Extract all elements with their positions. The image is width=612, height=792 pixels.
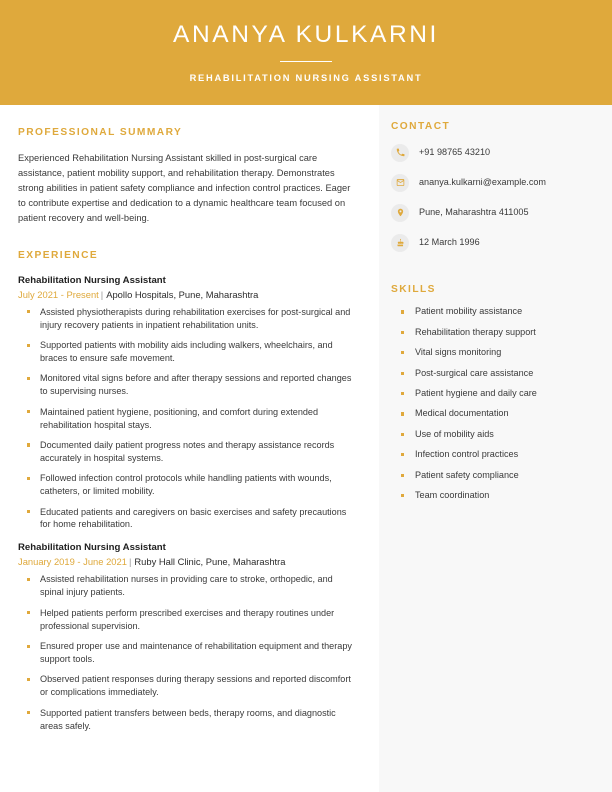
experience-entry xyxy=(18,542,357,732)
list-item: Assisted rehabilitation nurses in providing care to stroke, orthopedic, and spinal injury patients. xyxy=(18,573,357,599)
email-icon xyxy=(391,174,409,192)
list-item: Rehabilitation therapy support xyxy=(391,327,596,339)
contact-value-email: ananya.kulkarni@example.com xyxy=(419,176,547,187)
birthday-cake-icon xyxy=(391,234,409,252)
skills-list xyxy=(391,306,596,501)
professional-summary-text: Experienced Rehabilitation Nursing Assistant skilled in post-surgical care assistance, patient mobility support, and rehabilitation therapy. Demonstrates strong abilities in patient safety compliance and infection control practices. Eager to contribute expertise and dedication to a dynamic healthcare team focused on patient recovery and well-being. xyxy=(18,153,351,224)
contact-value-birthdate: 12 March 1996 xyxy=(419,236,480,247)
list-item: Infection control practices xyxy=(391,449,596,461)
list-item: Maintained patient hygiene, positioning, and comfort during extended rehabilitation hospital stays. xyxy=(18,406,357,432)
list-item: Supported patients with mobility aids including walkers, wheelchairs, and braces to ensure safe movement. xyxy=(18,339,357,365)
section-spacer xyxy=(18,226,357,251)
experience-job-title: Rehabilitation Nursing Assistant xyxy=(18,274,166,286)
experience-job-meta xyxy=(18,288,357,302)
experience-job-dates: July 2021 - Present xyxy=(18,288,99,300)
list-item: Vital signs monitoring xyxy=(391,347,596,359)
list-item: Medical documentation xyxy=(391,408,596,420)
sidebar-content-column xyxy=(379,105,612,510)
experience-entry xyxy=(18,275,357,532)
contact-item-birthdate xyxy=(391,233,596,252)
contact-value-phone: +91 98765 43210 xyxy=(419,146,491,157)
list-item: Educated patients and caregivers on basic exercises and safety precautions for home rehabilitation. xyxy=(18,506,357,532)
header-divider-rule xyxy=(280,61,332,63)
list-item: Use of mobility aids xyxy=(391,429,596,441)
experience-job-title: Rehabilitation Nursing Assistant xyxy=(18,542,166,554)
section-title-experience: EXPERIENCE xyxy=(18,250,99,262)
location-pin-icon xyxy=(391,204,409,222)
meta-separator: | xyxy=(128,556,132,568)
list-item: Helped patients perform prescribed exercises and therapy routines under professional supervision. xyxy=(18,607,357,633)
contact-item-location xyxy=(391,203,596,222)
list-item: Observed patient responses during therapy sessions and reported discomfort or complications immediately. xyxy=(18,673,357,699)
contact-item-phone xyxy=(391,143,596,162)
list-item: Documented daily patient progress notes and therapy assistance records accurately in hospital systems. xyxy=(18,439,357,465)
section-title-contact: CONTACT xyxy=(391,121,451,132)
list-item: Supported patient transfers between beds, therapy rooms, and diagnostic areas safely. xyxy=(18,707,357,733)
experience-job-company: Ruby Hall Clinic, Pune, Maharashtra xyxy=(134,556,286,568)
experience-bullet-list xyxy=(18,573,357,732)
candidate-job-title: REHABILITATION NURSING ASSISTANT xyxy=(189,73,423,84)
candidate-name: ANANYA KULKARNI xyxy=(173,21,439,49)
list-item: Patient safety compliance xyxy=(391,470,596,482)
resume-header-banner xyxy=(0,0,612,105)
contact-item-email xyxy=(391,173,596,192)
list-item: Patient mobility assistance xyxy=(391,306,596,318)
meta-separator: | xyxy=(100,288,104,300)
contact-list xyxy=(391,143,596,252)
list-item: Followed infection control protocols while handling patients with wounds, catheters, or limited mobility. xyxy=(18,472,357,498)
section-spacer xyxy=(391,263,596,285)
experience-job-meta xyxy=(18,555,357,569)
experience-bullet-list xyxy=(18,306,357,532)
experience-job-company: Apollo Hospitals, Pune, Maharashtra xyxy=(106,288,259,300)
list-item: Team coordination xyxy=(391,490,596,502)
list-item: Post-surgical care assistance xyxy=(391,368,596,380)
main-content-column xyxy=(0,105,379,740)
list-item: Monitored vital signs before and after therapy sessions and reported changes to supervising nurses. xyxy=(18,372,357,398)
list-item: Ensured proper use and maintenance of rehabilitation equipment and therapy support tools. xyxy=(18,640,357,666)
section-title-professional-summary: PROFESSIONAL SUMMARY xyxy=(18,127,183,138)
experience-job-dates: January 2019 - June 2021 xyxy=(18,556,127,568)
section-title-skills: SKILLS xyxy=(391,284,436,296)
list-item: Patient hygiene and daily care xyxy=(391,388,596,400)
contact-value-location: Pune, Maharashtra 411005 xyxy=(419,206,529,217)
list-item: Assisted physiotherapists during rehabilitation exercises for post-surgical and injury recovery patients in inpatient rehabilitation units. xyxy=(18,306,357,332)
phone-icon xyxy=(391,144,409,162)
